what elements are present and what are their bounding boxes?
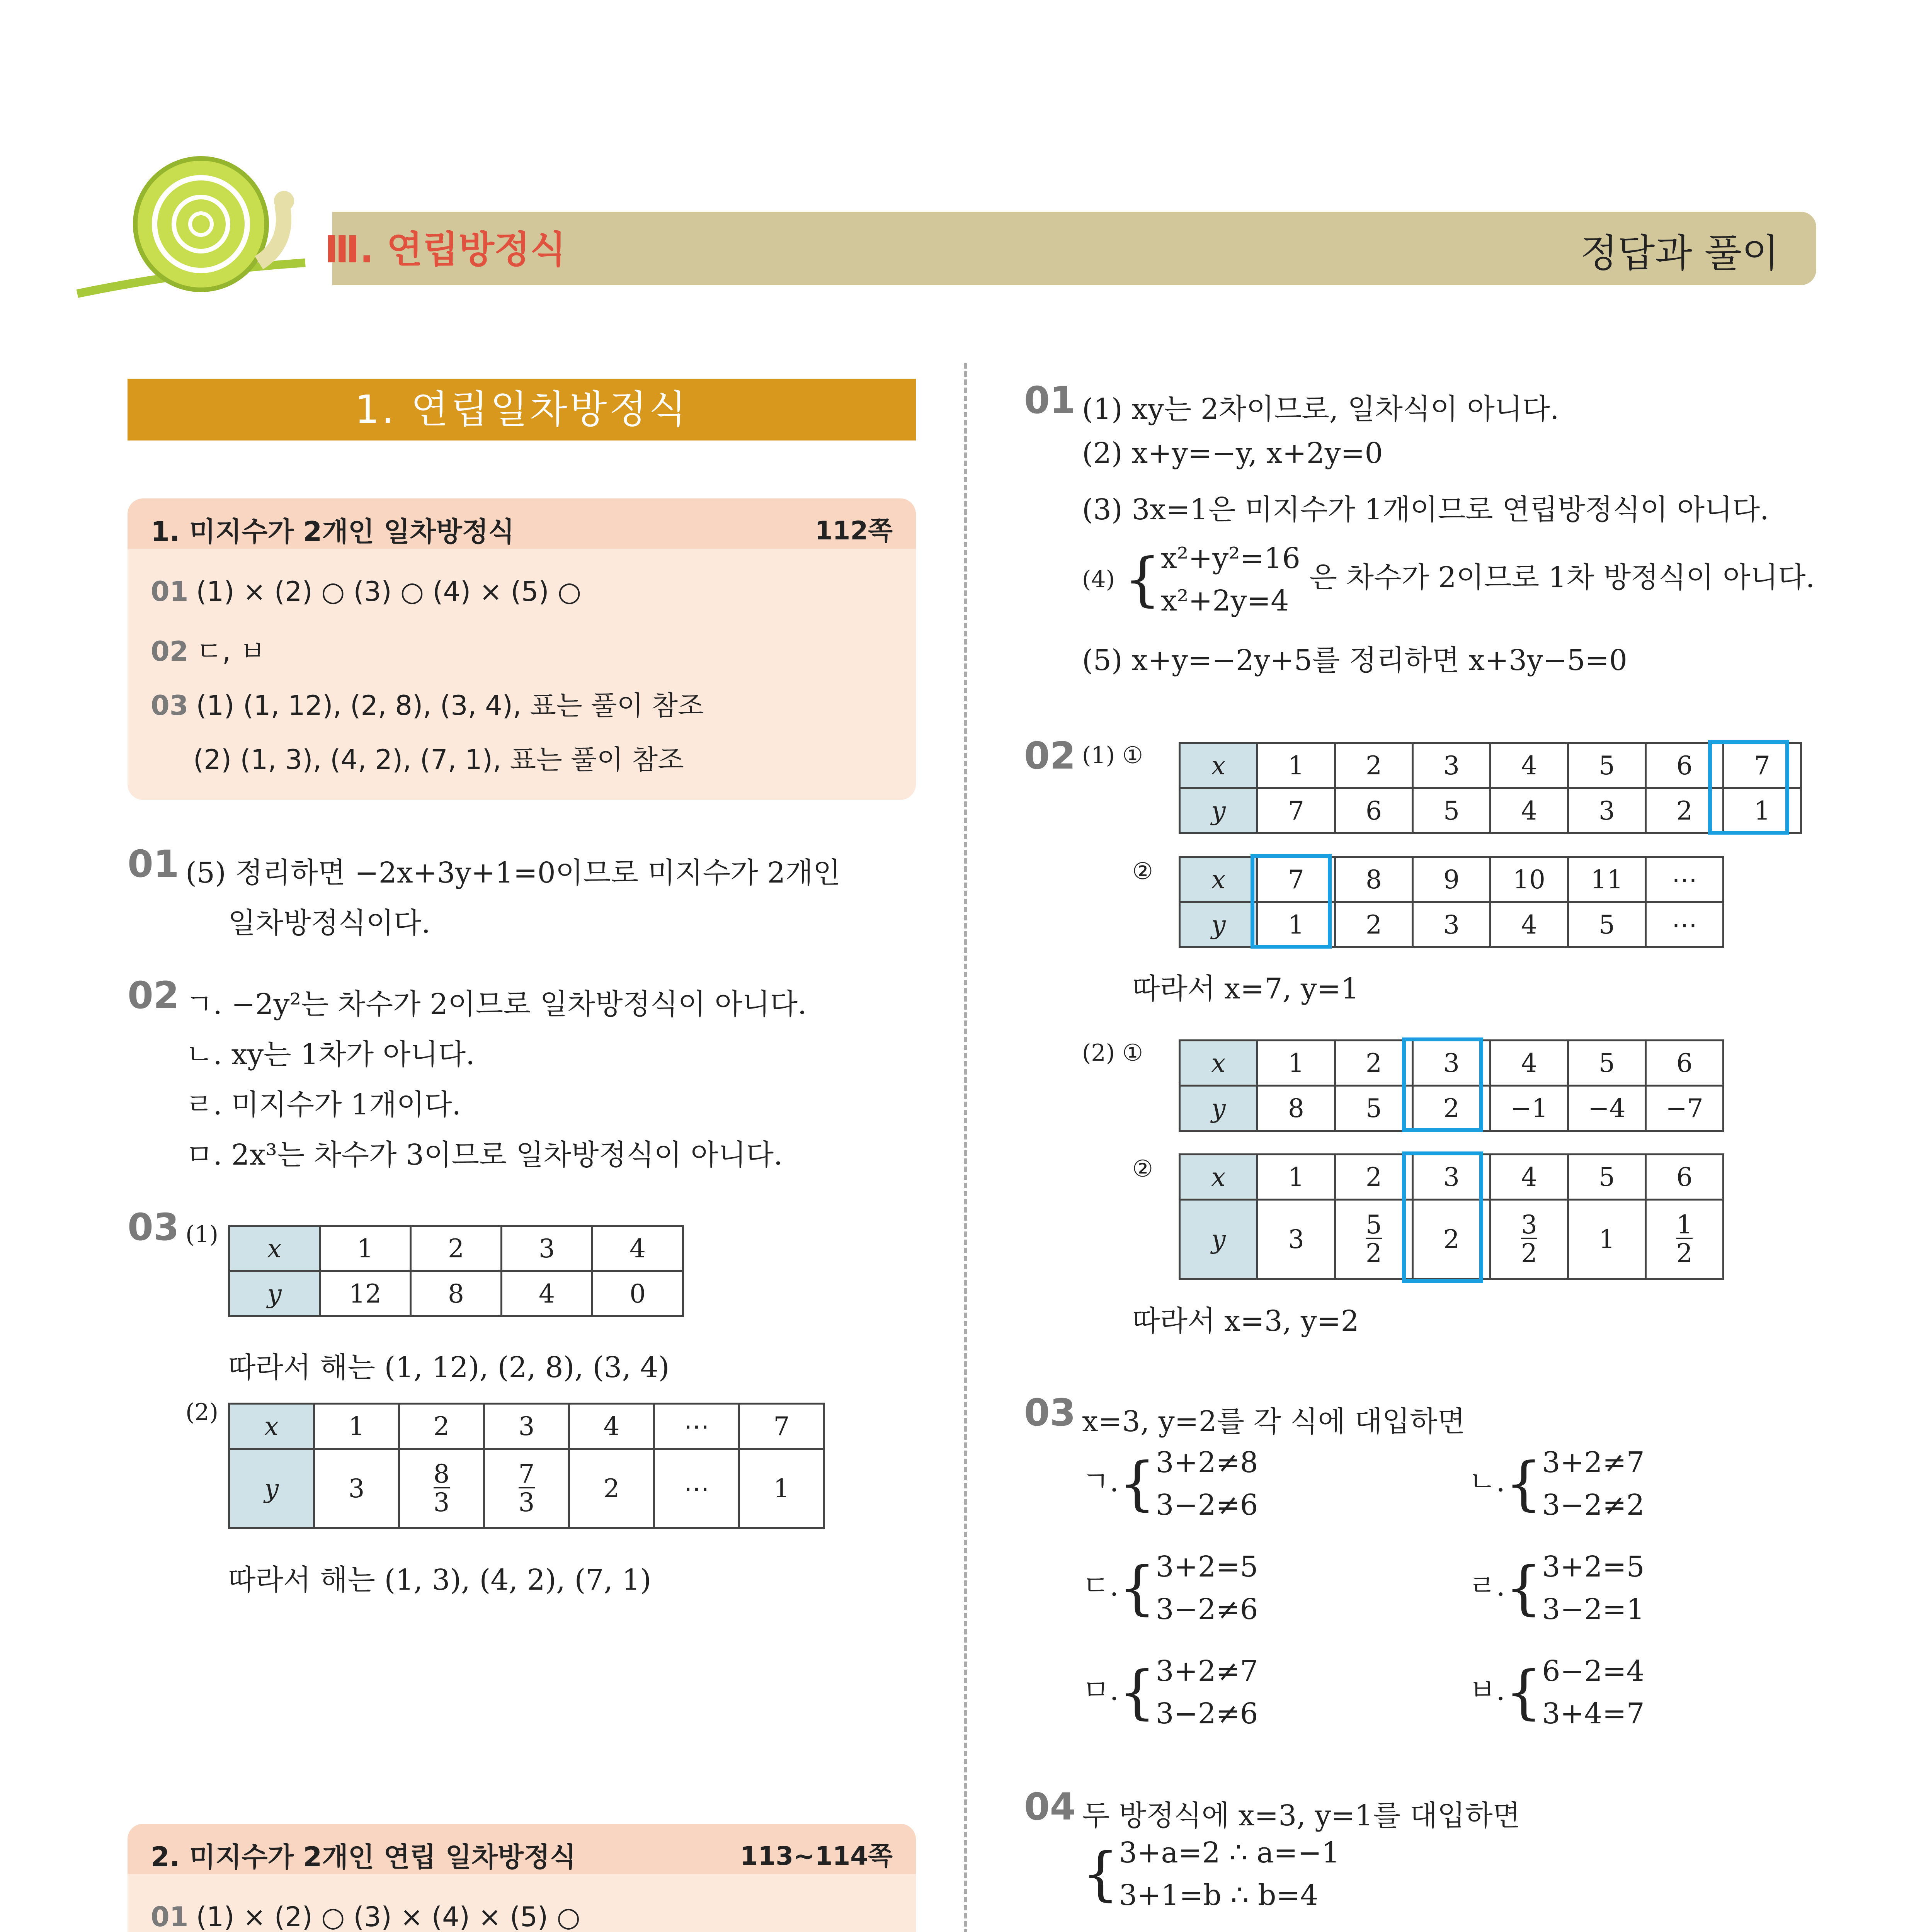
- table-cell: $\frac{3}{2}$: [1490, 1200, 1568, 1279]
- table-cell: 4: [1490, 743, 1568, 788]
- solution-3: 따라서 x=7, y=1: [1132, 972, 1359, 1005]
- r01-line: (3) 3x=1은 미지수가 1개이므로 연립방정식이 아니다.: [1082, 493, 1769, 526]
- table-cell: 2: [411, 1226, 502, 1271]
- table-cell: −4: [1568, 1086, 1646, 1131]
- equation-system: ㄱ.{3+2≠8 3−2≠6: [1082, 1446, 1258, 1522]
- table-cell: 5: [1568, 1155, 1646, 1200]
- table-cell: 3: [314, 1449, 399, 1528]
- chapter-title: Ⅲ. 연립방정식: [325, 228, 566, 271]
- table-cell: 5: [1413, 788, 1490, 833]
- equation-system: ㄷ.{3+2=5 3−2≠6: [1082, 1550, 1258, 1626]
- table-cell: 4: [502, 1271, 592, 1316]
- table-cell: 1: [1257, 902, 1335, 947]
- table-cell: 4: [1490, 1041, 1568, 1086]
- table-cell: 8: [1257, 1086, 1335, 1131]
- explanation-01b: 일차방정식이다.: [228, 906, 430, 940]
- table-header-cell: x: [1180, 743, 1257, 788]
- table-cell: 9: [1413, 857, 1490, 902]
- table-cell: 2: [1335, 743, 1413, 788]
- value-table-1: [228, 1225, 684, 1317]
- table-cell: 6: [1646, 743, 1724, 788]
- highlight-box: [1708, 740, 1789, 835]
- table-header-cell: x: [1180, 857, 1257, 902]
- table-cell: 2: [1335, 902, 1413, 947]
- highlight-box: [1402, 1037, 1483, 1132]
- table-cell: 2: [1335, 1041, 1413, 1086]
- table-cell: 7: [1257, 857, 1335, 902]
- answer-line: 03 (1) (1, 12), (2, 8), (3, 4), 표는 풀이 참조: [151, 690, 704, 721]
- box-title: 1. 미지수가 2개인 일차방정식: [151, 516, 514, 548]
- table-cell: $\frac{5}{2}$: [1335, 1200, 1413, 1279]
- table-cell: 1: [320, 1226, 411, 1271]
- explanation-02d: ㅁ. 2x³는 차수가 3이므로 일차방정식이 아니다.: [185, 1138, 783, 1172]
- table-cell: 4: [592, 1226, 683, 1271]
- table-header-cell: y: [1180, 1200, 1257, 1279]
- table-cell: ⋯: [1646, 902, 1724, 947]
- table-cell: 7: [739, 1404, 824, 1449]
- table-cell: 11: [1568, 857, 1646, 902]
- table-cell: 2: [1413, 1086, 1490, 1131]
- r01-line: (1) xy는 2차이므로, 일차식이 아니다.: [1082, 393, 1559, 426]
- answer-line: 01 (1) × (2) ○ (3) ○ (4) × (5) ○: [151, 576, 581, 607]
- r04-line: 두 방정식에 x=3, y=1를 대입하면: [1082, 1799, 1521, 1832]
- table-row: [229, 1404, 824, 1449]
- r03-line: x=3, y=2를 각 식에 대입하면: [1082, 1405, 1465, 1438]
- table-cell: 12: [320, 1271, 411, 1316]
- box-title: 2. 미지수가 2개인 연립 일차방정식: [151, 1841, 576, 1873]
- table-cell: 6: [1646, 1041, 1724, 1086]
- box-page: 112쪽: [815, 516, 893, 546]
- summary-box-1: [128, 498, 916, 800]
- solution-1: 따라서 해는 (1, 12), (2, 8), (3, 4): [228, 1351, 670, 1384]
- table-cell: ⋯: [654, 1449, 739, 1528]
- table-cell: 8: [411, 1271, 502, 1316]
- table-cell: 2: [1413, 1200, 1490, 1279]
- table-cell: −7: [1646, 1086, 1724, 1131]
- table-cell: 5: [1568, 743, 1646, 788]
- answer-line: 02 ㄷ, ㅂ: [151, 636, 266, 667]
- table-row: [229, 1226, 683, 1271]
- table-cell: 7: [1724, 743, 1801, 788]
- table-cell: 4: [1490, 788, 1568, 833]
- table-cell: −1: [1490, 1086, 1568, 1131]
- table-cell: 3: [1257, 1200, 1335, 1279]
- table-cell: 5: [1568, 1041, 1646, 1086]
- table-header-cell: y: [1180, 902, 1257, 947]
- r01-line: (5) x+y=−2y+5를 정리하면 x+3y−5=0: [1082, 644, 1628, 677]
- table-row: [229, 1271, 683, 1316]
- table-cell: 3: [484, 1404, 569, 1449]
- table-cell: 2: [1335, 1155, 1413, 1200]
- highlight-box: [1251, 854, 1332, 949]
- table-cell: 0: [592, 1271, 683, 1316]
- table-cell: ⋯: [1646, 857, 1724, 902]
- table-cell: 8: [1335, 857, 1413, 902]
- equation-system: ㅁ.{3+2≠7 3−2≠6: [1082, 1655, 1258, 1730]
- table-cell: 6: [1646, 1155, 1724, 1200]
- r01-line: (2) x+y=−y, x+2y=0: [1082, 437, 1383, 470]
- table-row: [229, 1449, 824, 1528]
- answer-line: (2) (1, 3), (4, 2), (7, 1), 표는 풀이 참조: [193, 744, 684, 776]
- table-cell: 3: [1568, 788, 1646, 833]
- explanation-02c: ㄹ. 미지수가 1개이다.: [185, 1088, 461, 1121]
- table-cell: 2: [1646, 788, 1724, 833]
- table-cell: 1: [314, 1404, 399, 1449]
- table-cell: $\frac{8}{3}$: [399, 1449, 484, 1528]
- table-header-cell: y: [1180, 1086, 1257, 1131]
- table-header-cell: x: [1180, 1155, 1257, 1200]
- table-header-cell: x: [229, 1404, 314, 1449]
- table-cell: 5: [1568, 902, 1646, 947]
- table-cell: ⋯: [654, 1404, 739, 1449]
- table-header-cell: y: [229, 1271, 320, 1316]
- table-cell: 3: [1413, 902, 1490, 947]
- solution-2: 따라서 해는 (1, 3), (4, 2), (7, 1): [228, 1563, 652, 1597]
- table-cell: 1: [1724, 788, 1801, 833]
- table-cell: 2: [569, 1449, 654, 1528]
- explanation-01: (5) 정리하면 −2x+3y+1=0이므로 미지수가 2개인: [185, 856, 841, 889]
- equation-system: ㄹ.{3+2=5 3−2=1: [1468, 1550, 1645, 1626]
- value-table-2: [228, 1403, 825, 1529]
- table-cell: 3: [1413, 743, 1490, 788]
- explanation-02a: ㄱ. −2y²는 차수가 2이므로 일차방정식이 아니다.: [185, 988, 807, 1021]
- equation-system: ㅂ.{6−2=4 3+4=7: [1468, 1655, 1645, 1730]
- highlight-box: [1402, 1151, 1483, 1283]
- table-cell: 5: [1335, 1086, 1413, 1131]
- table-cell: 3: [1413, 1155, 1490, 1200]
- table-cell: 4: [1490, 1155, 1568, 1200]
- table-header-cell: y: [229, 1449, 314, 1528]
- table-header-cell: x: [1180, 1041, 1257, 1086]
- table-cell: 1: [1257, 1155, 1335, 1200]
- table-cell: 3: [1413, 1041, 1490, 1086]
- explanation-02b: ㄴ. xy는 1차가 아니다.: [185, 1038, 475, 1071]
- box-page: 113~114쪽: [740, 1841, 893, 1871]
- section-title: 1. 연립일차방정식: [128, 379, 916, 440]
- summary-box-2: 2. 미지수가 2개인 연립 일차방정식 113~114쪽 01 (1) × (2) ○ (3) × (4) × (5) ○: [128, 1824, 916, 1932]
- table-cell: 3: [502, 1226, 592, 1271]
- table-cell: $\frac{7}{3}$: [484, 1449, 569, 1528]
- table-cell: 1: [1568, 1200, 1646, 1279]
- table-cell: 1: [1257, 1041, 1335, 1086]
- solution-4: 따라서 x=3, y=2: [1132, 1304, 1359, 1338]
- r01-line: (4) {x²+y²=16 x²+2y=4 은 차수가 2이므로 1차 방정식이 아니다.: [1082, 542, 1815, 617]
- table-cell: 4: [1490, 902, 1568, 947]
- table-cell: 6: [1335, 788, 1413, 833]
- table-cell: $\frac{1}{2}$: [1646, 1200, 1724, 1279]
- table-header-cell: y: [1180, 788, 1257, 833]
- table-cell: 7: [1257, 788, 1335, 833]
- table-cell: 1: [1257, 743, 1335, 788]
- table-cell: 2: [399, 1404, 484, 1449]
- snail-icon: [73, 147, 313, 301]
- table-cell: 1: [739, 1449, 824, 1528]
- table-header-cell: x: [229, 1226, 320, 1271]
- column-divider: [964, 363, 967, 1932]
- system-grid: [1082, 1441, 1816, 1758]
- equation-system: ㄴ.{3+2≠7 3−2≠2: [1468, 1446, 1645, 1522]
- table-cell: 10: [1490, 857, 1568, 902]
- header-right-label: 정답과 풀이: [1580, 231, 1779, 276]
- table-cell: 4: [569, 1404, 654, 1449]
